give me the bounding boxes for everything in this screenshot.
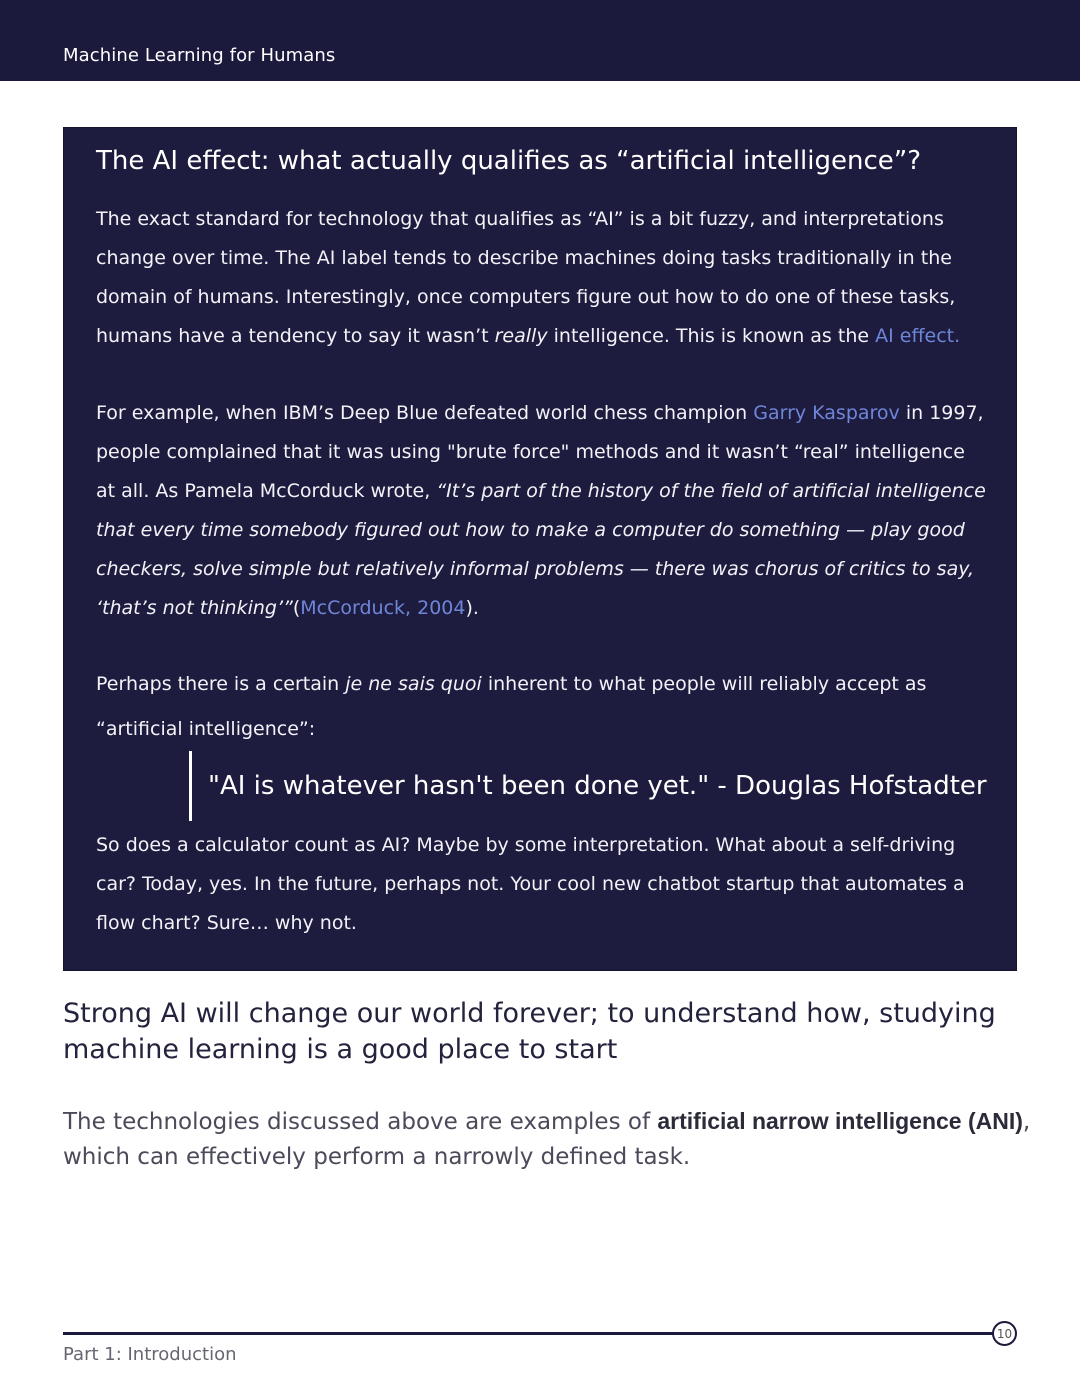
callout-paragraph-2: [96, 394, 986, 628]
text-span: For example, when IBM’s Deep Blue defeated world chess champion: [96, 402, 754, 424]
text-line: The exact standard for technology that qualifies as “AI” is a bit fuzzy, and interpretations: [96, 208, 944, 230]
callout-paragraph-1: [96, 200, 986, 356]
callout-title: The AI effect: what actually qualifies as “artificial intelligence”?: [96, 146, 922, 176]
text-line: [96, 589, 986, 628]
body-paragraph: [63, 1104, 1031, 1175]
callout-paragraph-3: [96, 662, 986, 752]
text-span: ).: [465, 597, 479, 619]
heading-line: machine learning is a good place to start: [63, 1034, 618, 1065]
hofstadter-blockquote: [189, 751, 987, 821]
bold-term: artificial narrow intelligence (ANI): [657, 1108, 1023, 1134]
italic-quote-text: “It’s part of the history of the field of artificial intelligence: [436, 480, 986, 502]
section-heading: [63, 996, 1023, 1068]
header-title: Machine Learning for Humans: [63, 45, 336, 66]
text-line: “artificial intelligence”:: [96, 718, 316, 740]
italic-text: je ne sais quoi: [345, 673, 482, 695]
text-line: people complained that it was using "brute force" methods and it wasn’t “real” intelligence: [96, 441, 965, 463]
text-span: humans have a tendency to say it wasn’t: [96, 325, 495, 347]
quote-text: "AI is whatever hasn't been done yet." - Douglas Hofstadter: [208, 771, 987, 801]
text-line: [96, 662, 986, 707]
text-line: change over time. The AI label tends to describe machines doing tasks traditionally in the: [96, 247, 952, 269]
text-line: [96, 394, 986, 433]
text-line: domain of humans. Interestingly, once computers figure out how to do one of these tasks,: [96, 286, 956, 308]
italic-quote-line: that every time somebody figured out how to make a computer do something — play good: [96, 519, 965, 541]
text-span: ,: [1022, 1109, 1031, 1135]
text-line: which can effectively perform a narrowly defined task.: [63, 1144, 691, 1170]
text-span: The technologies discussed above are examples of: [63, 1109, 658, 1135]
italic-quote-line: checkers, solve simple but relatively informal problems — there was chorus of critics to say,: [96, 558, 975, 580]
footer-rule: [63, 1332, 993, 1335]
header-bar: [0, 0, 1080, 81]
italic-quote-text: ‘that’s not thinking’”: [96, 597, 293, 619]
text-span: intelligence. This is known as the: [547, 325, 876, 347]
text-span: Perhaps there is a certain: [96, 673, 346, 695]
mccorduck-citation-link[interactable]: McCorduck, 2004: [300, 597, 466, 619]
text-line: [96, 472, 986, 511]
text-span: (: [292, 597, 301, 619]
heading-line: Strong AI will change our world forever; to understand how, studying: [63, 998, 996, 1029]
text-line: [96, 317, 986, 356]
text-span: at all. As Pamela McCorduck wrote,: [96, 480, 437, 502]
footer-section-label: Part 1: Introduction: [63, 1344, 237, 1365]
text-line: So does a calculator count as AI? Maybe by some interpretation. What about a self-driving: [96, 834, 956, 856]
italic-text: really: [494, 325, 548, 347]
callout-paragraph-4: [96, 826, 986, 943]
text-span: in 1997,: [899, 402, 984, 424]
ai-effect-callout-box: [63, 127, 1017, 971]
text-line: [63, 1104, 1031, 1140]
ai-effect-link[interactable]: AI effect.: [875, 325, 961, 347]
text-span: inherent to what people will reliably accept as: [481, 673, 927, 695]
text-line: flow chart? Sure… why not.: [96, 912, 357, 934]
page-number: 10: [992, 1321, 1017, 1346]
garry-kasparov-link[interactable]: Garry Kasparov: [753, 402, 900, 424]
text-line: car? Today, yes. In the future, perhaps not. Your cool new chatbot startup that automates a: [96, 873, 965, 895]
